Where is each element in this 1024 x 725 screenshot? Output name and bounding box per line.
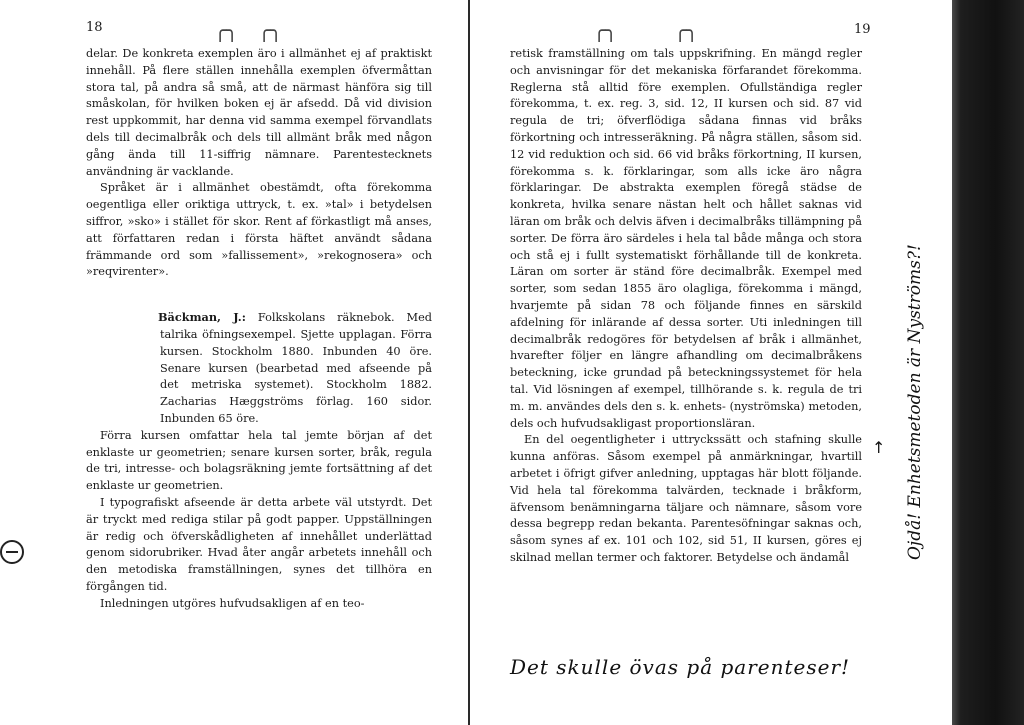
page-number-left: 18 [86,20,103,35]
left-paragraph-4: I typografiskt afseende är detta arbete väl utstyrdt. Det är tryckt med rediga stilar på godt papper. Uppställningen är redig och öfverskådligheten af innehållet underlättad genom sidorubriker. Hvad åter angår arbetets innehåll och den metodiska framställningen, synes det tillhöra en förgången tid. [86,495,432,593]
entry-text: Folkskolans räknebok. Med talrika öfningsexempel. Sjette upplagan. Förra kursen. Stockholm 1880. Inbunden 40 öre. Senare kursen (bearbetad med afseende på det metriska systemet). Stockholm 1882. Zacharias Hæggströms förlag. 160 sidor. Inbunden 65 öre. [160,311,433,425]
binding-mark-right: ╭╮ [258,18,283,42]
handwritten-margin-note: Ojdå! Enhetsmetoden är Nyströms?! [905,244,925,560]
review-entry [86,309,432,428]
left-paragraph-2: Språket är i allmänhet obestämdt, ofta förekomma oegentliga eller oriktiga uttryck, t. ex. »tal» i betydelsen siffror, »sko» i stället för skor. Rent af förkastligt må anses, att författaren redan i första häftet användt sådana främmande ord som »fallissement», »rekognosera» och »reqvirenter». [86,181,432,279]
binding-mark-right-2: ╭╮ [674,18,699,42]
left-paragraph-1: delar. De konkreta exemplen äro i allmänhet ej af praktiskt innehåll. På flere ställen innehålla exemplen öfvermåttan stora tal, på andra så små, att de närmast hänföra sig till småskolan, för hvilken boken ej är afsedd. Då vid division rest uppkommit, har denna vid samma exempel förvandlats dels till decimalbråk och dels till allmänt bråk med någon gång ända till 11-siffrig nämnare. Parentestecknets användning är vacklande. [86,47,432,178]
right-page [470,0,945,725]
left-column [86,46,432,613]
binding-mark-left-2: ╭╮ [593,18,618,42]
scan-dark-edge [952,0,1024,725]
handwritten-bottom-note: Det skulle övas på parenteser! [510,655,851,679]
left-page [0,0,470,725]
left-paragraph-3: Förra kursen omfattar hela tal jemte början af det enklaste ur geometrien; senare kursen sorter, bråk, regula de tri, intresse- och bolagsräkning jemte fortsättning af det enklaste ur geometrien. [86,428,432,493]
right-paragraph-2: En del oegentligheter i uttryckssätt och stafning skulle kunna anföras. Såsom exempel på anmärkningar, hvartill arbetet i öfrigt gifver anledning, upptagas här blott följande. Vid hela tal förekomma talvärden, tecknade i bråkform, äfvensom benämningarna täljare och nämnare, såsom vore dessa begrepp redan bekanta. Parentesöfningar saknas och, såsom synes af ex. 101 och 102, sid 51, II kursen, göres ej skilnad mellan termer och faktorer. Betydelse och ändamål [510,433,862,564]
page-number-right: 19 [854,22,871,37]
binding-mark-left: ╭╮ [214,18,239,42]
entry-author: Bäckman, J.: [158,310,246,325]
right-column [510,46,862,567]
handwritten-arrow-icon: ↑ [872,438,886,457]
right-paragraph-1: retisk framställning om tals uppskrifning. En mängd regler och anvisningar för det mekaniska förfarandet förekomma. Reglerna stå alltid före exemplen. Ofullständiga regler förekomma, t. ex. reg. 3, sid. 12, II kursen och sid. 87 vid regula de tri; öfverflödiga sådana finnas vid bråks förkortning och intresseräkning. På några ställen, såsom sid. 12 vid reduktion och sid. 66 vid bråks förkortning, II kursen, förekomma s. k. förklaringar, som alls icke äro några förklaringar. De abstrakta exemplen föregå städse de konkreta, hvilka senare nästan helt och hållet saknas vid läran om bråk och delvis äfven i decimalbråks tillämpning på sorter. De förra äro särdeles i hela tal både många och stora och stå ej i fullt systematiskt förhållande till de konkreta. Läran om sorter är ständ före decimalbråk. Exempel med sorter, som sedan 1855 äro olagliga, förekomma i mängd, hvarjemte på sidan 78 och följande finnes en särskild afdelning för inlärande af dessa sorter. Uti inledningen till decimalbråk redogöres för betydelsen af bråk i allmänhet, hvarefter följer en längre afhandling om decimalbråkens beteckning, icke grundad på beteckningssystemet för hela tal. Vid lösningen af exempel, tillhörande s. k. regula de tri m. m. användes dels den s. k. enhets- (nyströmska) metoden, dels och hufvudsakligast proportionsläran. [510,47,862,430]
left-paragraph-5: Inledningen utgöres hufvudsakligen af en teo- [100,596,365,610]
